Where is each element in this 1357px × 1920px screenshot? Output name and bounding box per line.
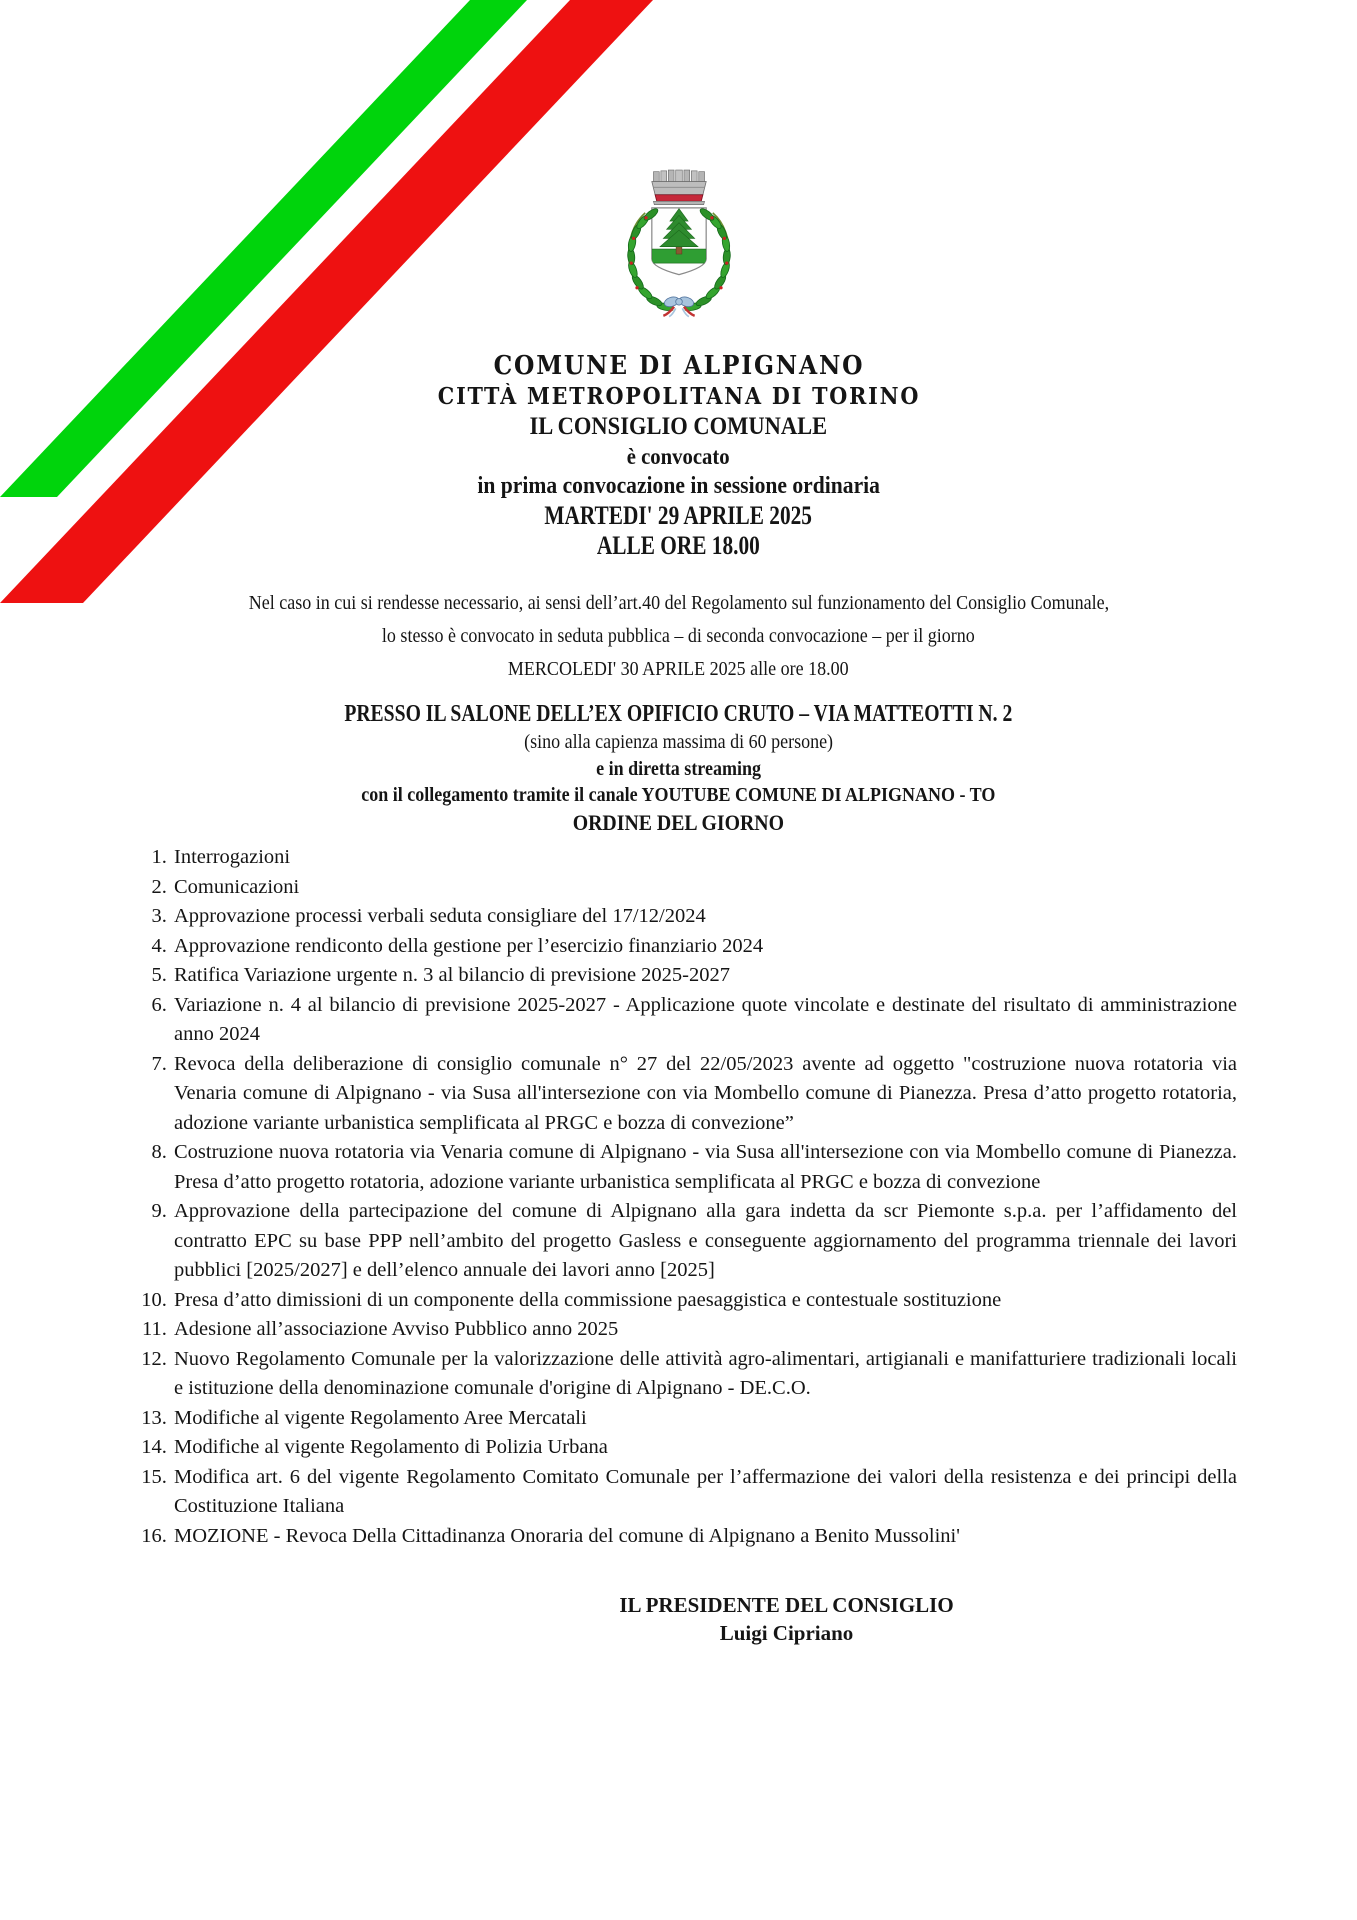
streaming-line: e in diretta streaming xyxy=(596,758,761,780)
agenda-item: 1. Interrogazioni xyxy=(172,843,1237,873)
ribbon-bow xyxy=(663,295,695,316)
flag-green-stripe xyxy=(0,0,527,497)
agenda-item: 11. Adesione all’associazione Avviso Pubblico anno 2025 xyxy=(172,1315,1237,1345)
venue-location: PRESSO IL SALONE DELL’EX OPIFICIO CRUTO – VIA MATTEOTTI N. 2 xyxy=(344,701,1013,727)
agenda-item: 14. Modifiche al vigente Regolamento di Polizia Urbana xyxy=(172,1433,1237,1463)
agenda-item: 8. Costruzione nuova rotatoria via Venaria comune di Alpignano - via Susa all'intersezione con via Mombello comune di Pianezza. Presa d’atto progetto rotatoria, adozione variante urbanistica semplificata al PRGC e bozza di convezione xyxy=(172,1138,1237,1197)
agenda-item: 3. Approvazione processi verbali seduta consigliare del 17/12/2024 xyxy=(172,902,1237,932)
agenda-item: 5. Ratifica Variazione urgente n. 3 al bilancio di previsione 2025-2027 xyxy=(172,961,1237,991)
metro-city: CITTÀ METROPOLITANA DI TORINO xyxy=(437,383,920,410)
agenda-item: 9. Approvazione della partecipazione del comune di Alpignano alla gara indetta da scr Piemonte s.p.a. per l’affidamento del contratto EPC su base PPP nell’ambito del progetto Gasless e conseguente aggiornamento del programma triennale dei lavori pubblici [2025/2027] e dell’elenco annuale dei lavori anno [2025] xyxy=(172,1197,1237,1286)
first-convocation-date: MARTEDI' 29 APRILE 2025 xyxy=(544,501,813,530)
council-title: IL CONSIGLIO COMUNALE xyxy=(529,413,828,440)
notice-line: lo stesso è convocato in seduta pubblica – di seconda convocazione – per il giorno xyxy=(382,625,975,647)
agenda-item: 4. Approvazione rendiconto della gestione per l’esercizio finanziario 2024 xyxy=(172,932,1237,962)
venue-block xyxy=(0,700,1357,837)
agenda-item: 10. Presa d’atto dimissioni di un componente della commissione paesaggistica e contestuale sostituzione xyxy=(172,1286,1237,1316)
agenda-list xyxy=(130,843,1237,1551)
agenda-title: ORDINE DEL GIORNO xyxy=(572,810,785,835)
agenda-item: 15. Modifica art. 6 del vigente Regolamento Comitato Comunale per l’affermazione dei valori della resistenza e dei principi della Costituzione Italiana xyxy=(172,1463,1237,1522)
agenda-item: 6. Variazione n. 4 al bilancio di previsione 2025-2027 - Applicazione quote vincolate e destinate del risultato di amministrazione anno 2024 xyxy=(172,991,1237,1050)
agenda-item: 12. Nuovo Regolamento Comunale per la valorizzazione delle attività agro-alimentari, artigianali e manifatturiere tradizionali locali e istituzione della denominazione comunale d'origine di Alpignano - DE.C.O. xyxy=(172,1345,1237,1404)
agenda-item: 16. MOZIONE - Revoca Della Cittadinanza Onoraria del comune di Alpignano a Benito Mussolini' xyxy=(172,1522,1237,1552)
signature-role: IL PRESIDENTE DEL CONSIGLIO xyxy=(619,1593,954,1617)
agenda-item: 2. Comunicazioni xyxy=(172,873,1237,903)
signature-block xyxy=(108,1591,1357,1647)
agenda-item: 13. Modifiche al vigente Regolamento Aree Mercatali xyxy=(172,1404,1237,1434)
signature-name: Luigi Cipriano xyxy=(719,1621,854,1645)
youtube-channel-line: con il collegamento tramite il canale YOUTUBE COMUNE DI ALPIGNANO - TO xyxy=(361,784,996,806)
second-convocation-date: MERCOLEDI' 30 APRILE 2025 alle ore 18.00 xyxy=(508,658,849,680)
convocation-word: è convocato xyxy=(627,444,730,469)
notice-line: Nel caso in cui si rendesse necessario, ai sensi dell’art.40 del Regolamento sul funzionamento del Consiglio Comunale, xyxy=(248,592,1109,614)
first-convocation-time: ALLE ORE 18.00 xyxy=(597,531,760,560)
agenda-item: 7. Revoca della deliberazione di consiglio comunale n° 27 del 22/05/2023 avente ad oggetto "costruzione nuova rotatoria via Venaria comune di Alpignano - via Susa all'intersezione con via Mombello comune di Pianezza. Presa d’atto progetto rotatoria, adozione variante urbanistica semplificata al PRGC e bozza di convezione” xyxy=(172,1050,1237,1139)
comune-name: COMUNE DI ALPIGNANO xyxy=(493,351,864,381)
session-line: in prima convocazione in sessione ordinaria xyxy=(477,473,880,499)
venue-capacity: (sino alla capienza massima di 60 persone) xyxy=(524,731,833,753)
